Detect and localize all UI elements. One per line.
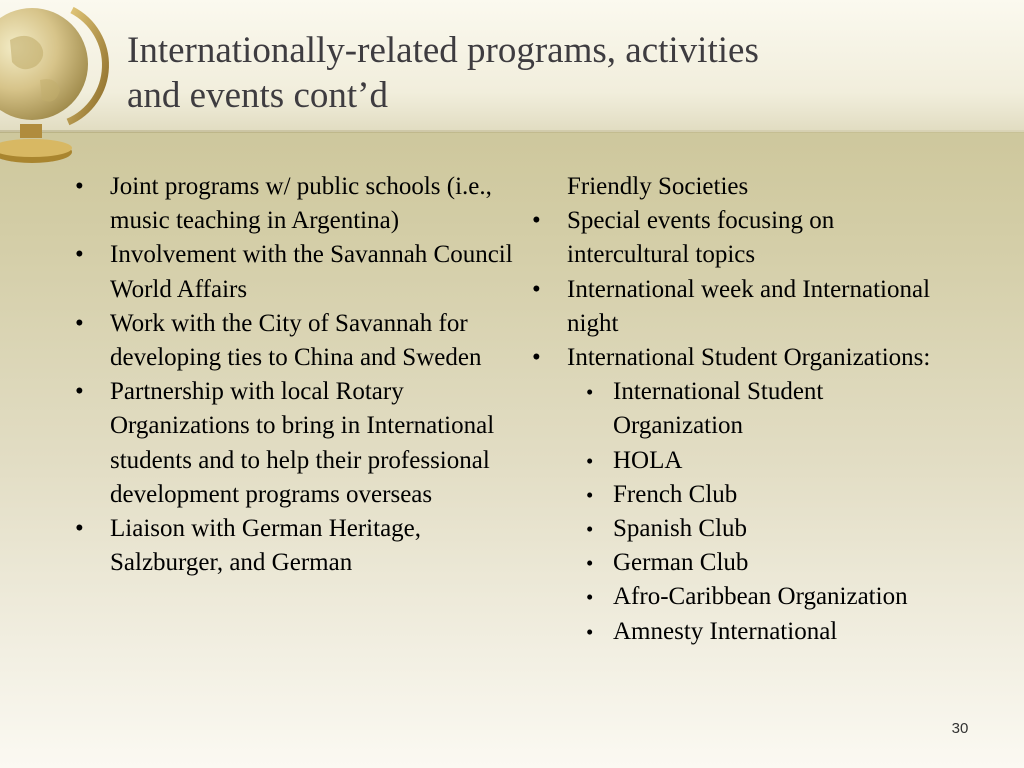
right-column [532,170,952,649]
bullet-icon: • [586,619,594,644]
sub-list-item: • French Club [532,478,952,512]
sub-list-item: • International Student Organization [532,375,952,443]
bullet-icon: • [586,448,594,473]
bullet-icon: • [75,173,84,200]
bullet-list [75,170,530,580]
sub-list-item: • Afro-Caribbean Organization [532,580,952,614]
bullet-icon: • [75,309,84,337]
bullet-icon: • [586,517,594,542]
bullet-icon: • [532,275,541,303]
header-divider [0,130,1024,133]
list-item: • Partnership with local Rotary Organizations to bring in International students and to help their professional development programs overseas [75,375,530,512]
bullet-icon: • [532,207,541,235]
sub-list-item: • German Club [532,546,952,580]
left-column [75,170,530,580]
sub-list-item: • Amnesty International [532,615,952,649]
bullet-icon: • [75,515,84,543]
bullet-icon: • [586,585,594,610]
bullet-icon: • [586,380,594,405]
list-item: • Liaison with German Heritage, Salzburger, and German [75,512,530,580]
bullet-list [532,170,952,649]
list-item: • Special events focusing on intercultural topics [532,204,952,272]
list-item: • Involvement with the Savannah Council World Affairs [75,238,530,306]
bullet-icon: • [532,344,541,372]
bullet-icon: • [586,482,594,507]
globe-icon [0,0,110,170]
list-item: • International Student Organizations: [532,341,952,375]
list-item: • Work with the City of Savannah for developing ties to China and Sweden [75,307,530,375]
sub-list-item: • HOLA [532,444,952,478]
bullet-icon: • [586,551,594,576]
bullet-icon: • [75,378,84,406]
bullet-icon: • [75,241,84,269]
list-item-continuation: Friendly Societies [567,173,749,200]
sub-list-item: • Spanish Club [532,512,952,546]
list-item: • Joint programs w/ public schools (i.e., music teaching in Argentina) [75,170,530,238]
list-item: • International week and International night [532,273,952,341]
page-number: 30 [951,720,969,737]
slide-title: Internationally-related programs, activities and events cont’d [127,30,759,116]
